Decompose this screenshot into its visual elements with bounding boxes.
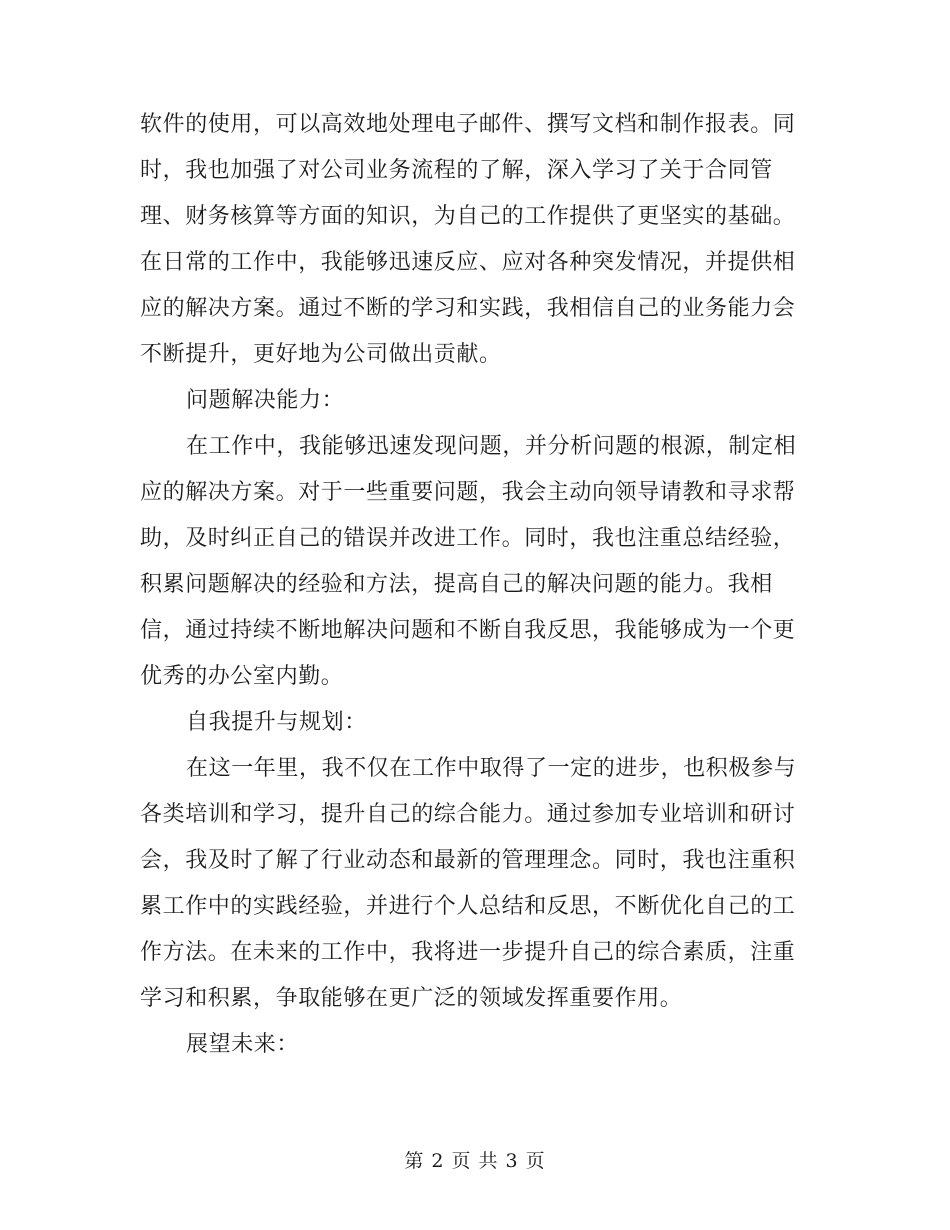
page-number-footer: 第 2 页 共 3 页	[404, 1150, 546, 1172]
paragraph-self-improvement: 在这一年里，我不仅在工作中取得了一定的进步，也积极参与各类培训和学习，提升自己的综合能力。通过参加专业培训和研讨会，我及时了解了行业动态和最新的管理理念。同时，我也注重积累工作中的实践经验，并进行个人总结和反思，不断优化自己的工作方法。在未来的工作中，我将进一步提升自己的综合素质，注重学习和积累，争取能够在更广泛的领域发挥重要作用。	[140, 756, 797, 1011]
document-body	[140, 102, 800, 1068]
section-heading-self-improvement: 自我提升与规划：	[186, 710, 367, 735]
paragraph-problem-solving: 在工作中，我能够迅速发现问题，并分析问题的根源，制定相应的解决方案。对于一些重要问题，我会主动向领导请教和寻求帮助，及时纠正自己的错误并改进工作。同时，我也注重总结经验，积累问题解决的经验和方法，提高自己的解决问题的能力。我相信，通过持续不断地解决问题和不断自我反思，我能够成为一个更优秀的办公室内勤。	[140, 434, 797, 689]
section-heading-problem-solving: 问题解决能力：	[186, 388, 345, 413]
section-heading-outlook: 展望未来：	[186, 1032, 300, 1057]
paragraph-business-skills: 软件的使用，可以高效地处理电子邮件、撰写文档和制作报表。同时，我也加强了对公司业务流程的了解，深入学习了关于合同管理、财务核算等方面的知识，为自己的工作提供了更坚实的基础。在日常的工作中，我能够迅速反应、应对各种突发情况，并提供相应的解决方案。通过不断的学习和实践，我相信自己的业务能力会不断提升，更好地为公司做出贡献。	[140, 112, 796, 367]
